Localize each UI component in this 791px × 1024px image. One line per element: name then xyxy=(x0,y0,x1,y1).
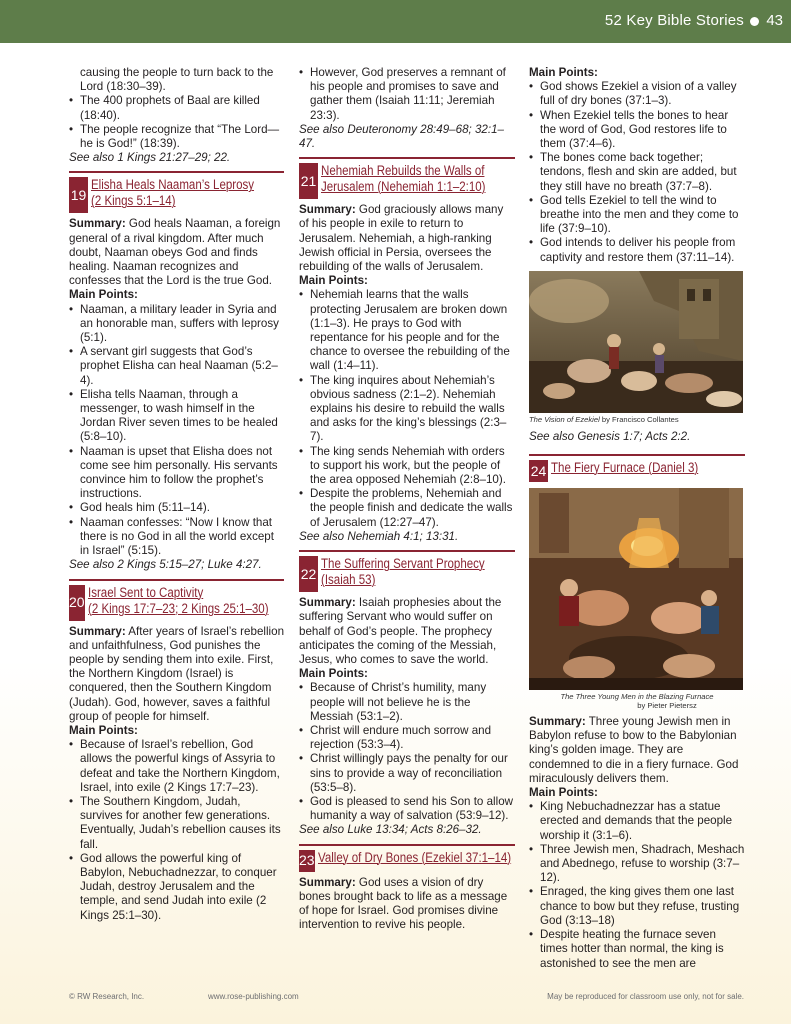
summary: Summary: God uses a vision of dry bones brought back to life as a message of hope for Israel. God promises divine intervention to revive his people. xyxy=(299,875,508,932)
section-title xyxy=(88,585,269,621)
section-title-line: Valley of Dry Bones (Ezekiel 37:1–14) xyxy=(317,849,511,865)
section-number: 20 xyxy=(69,585,85,621)
see-also: See also Nehemiah 4:1; 13:31. xyxy=(299,529,459,543)
list-item: • Nehemiah learns that the walls protecting Jerusalem are broken down (1:1–3). He prays to God with repentance for his people and for the chance to oversee the rebuilding of the wall (1:4–11). xyxy=(299,288,515,373)
page-header xyxy=(0,0,791,43)
section-header-20 xyxy=(69,579,284,621)
painting-fiery-furnace xyxy=(529,488,743,690)
list-item: • Naaman is upset that Elisha does not come see him personally. His servants convince him to follow the prophet’s instructions. xyxy=(69,445,284,502)
column-3 xyxy=(529,66,745,971)
section-header-19 xyxy=(69,171,284,213)
section-title-line: The Suffering Servant Prophecy xyxy=(321,556,485,572)
list-item: • God allows the powerful king of Babylon, Nebuchadnezzar, to conquer Judah, destroy Jerusalem and the temple, and send Judah into exile (2 Kings 25:1–30). xyxy=(69,852,284,923)
figure-caption: The Three Young Men in the Blazing Furnace xyxy=(560,692,714,702)
section-header-22 xyxy=(299,550,515,592)
main-points-label: Main Points: xyxy=(69,288,138,302)
summary: Summary: God heals Naaman, a foreign general of a rival kingdom. After much doubt, Naaman obeys God and finds healing. Naaman recognizes and confesses that the Lord is the true God. xyxy=(69,217,281,288)
section-title-line: (Isaiah 53) xyxy=(321,572,376,588)
section-title-line: Israel Sent to Captivity xyxy=(87,584,203,600)
section-title xyxy=(318,850,511,872)
list-item: • The people recognize that “The Lord—he is God!” (18:39). xyxy=(69,123,284,151)
list-item: • Because of Christ’s humility, many people will not believe he is the Messiah (53:1–2). xyxy=(299,681,515,724)
section-header-23 xyxy=(299,844,515,872)
vision-of-ezekiel-image xyxy=(529,271,743,413)
section-header-24 xyxy=(529,454,745,482)
section-number: 23 xyxy=(299,850,315,872)
section-title-line: (2 Kings 17:7–23; 2 Kings 25:1–30) xyxy=(87,600,269,616)
section-number: 22 xyxy=(299,556,318,592)
section-title-line: (2 Kings 5:1–14) xyxy=(91,193,176,209)
section-number: 21 xyxy=(299,163,318,199)
column-1 xyxy=(69,66,284,923)
main-points-list xyxy=(69,738,284,923)
list-item-text: causing the people to turn back to the Lord (18:30–39). xyxy=(80,66,274,94)
main-points-list xyxy=(299,288,515,529)
list-item: • Christ will endure much sorrow and rejection (53:3–4). xyxy=(299,724,515,752)
figure-caption: The Vision of Ezekiel by Francisco Collantes xyxy=(529,414,679,424)
list-item: • The 400 prophets of Baal are killed (18:40). xyxy=(69,94,284,122)
painting-vision-of-ezekiel xyxy=(529,271,743,413)
summary: Summary: Three young Jewish men in Babylon refuse to bow to the Babylonian king’s golden image. They are condemned to die in a fiery furnace. God miraculously delivers them. xyxy=(529,715,739,785)
section-title-line: Elisha Heals Naaman’s Leprosy xyxy=(91,177,255,193)
continued-list xyxy=(69,66,284,151)
list-item: • The king sends Nehemiah with orders to support his work, but the people of the area opposed Nehemiah (2:8–10). xyxy=(299,445,515,488)
list-item: • Despite the problems, Nehemiah and the people finish and dedicate the walls of Jerusalem (12:27–47). xyxy=(299,487,515,530)
main-points-label: Main Points: xyxy=(299,667,368,681)
list-item: • Naaman confesses: “Now I know that there is no God in all the world except in Israel” (5:15). xyxy=(69,516,284,559)
list-item xyxy=(69,66,284,94)
main-points-label: Main Points: xyxy=(529,786,598,800)
list-item: • Three Jewish men, Shadrach, Meshach and Abednego, refuse to worship (3:7–12). xyxy=(529,843,745,886)
see-also: See also 1 Kings 21:27–29; 22. xyxy=(69,151,231,165)
list-item: • God tells Ezekiel to tell the wind to breathe into the men and they come to life (37:9–10). xyxy=(529,194,745,237)
list-item: • Christ willingly pays the penalty for our sins to provide a way of reconciliation (53:5–8). xyxy=(299,752,515,795)
bullet-dot-icon xyxy=(750,17,759,26)
page-number: 43 xyxy=(766,12,783,29)
section-header-21 xyxy=(299,157,515,199)
section-title xyxy=(321,556,488,592)
list-item: • Because of Israel’s rebellion, God allows the powerful kings of Assyria to defeat and take the Northern Kingdom, Israel, into exile (2 Kings 17:7–23). xyxy=(69,738,284,795)
column-2 xyxy=(299,66,515,932)
main-points-label: Main Points: xyxy=(529,66,598,79)
figure-caption-artist: by Pieter Pietersz xyxy=(637,701,697,711)
list-item: • Despite heating the furnace seven times hotter than normal, the king is astonished to see the men are xyxy=(529,928,745,971)
list-item: • A servant girl suggests that God’s prophet Elisha can heal Naaman (5:2–4). xyxy=(69,345,284,388)
footer-url[interactable]: www.rose-publishing.com xyxy=(208,992,299,1001)
main-points-list xyxy=(69,303,284,559)
list-item: • Enraged, the king gives them one last chance to bow but they refuse, trusting God (3:13–18) xyxy=(529,885,745,928)
list-item: • God is pleased to send his Son to allow humanity a way of salvation (53:9–12). xyxy=(299,795,515,823)
see-also: See also Genesis 1:7; Acts 2:2. xyxy=(529,429,691,443)
see-also: See also 2 Kings 5:15–27; Luke 4:27. xyxy=(69,558,262,572)
section-number: 24 xyxy=(529,460,548,482)
section-title xyxy=(321,163,488,199)
list-item: • When Ezekiel tells the bones to hear the word of God, God restores life to them (37:4–6). xyxy=(529,109,745,152)
main-points-list xyxy=(529,80,745,265)
main-points-list xyxy=(299,681,515,823)
summary: Summary: Isaiah prophesies about the suffering Servant who would suffer on behalf of God’s people. The prophecy anticipates the coming of the Messiah, Jesus, who comes to save the world. xyxy=(299,596,502,666)
list-item: • The bones come back together; tendons, flesh and skin are added, but they still have no breath (37:7–8). xyxy=(529,151,745,194)
continued-list xyxy=(299,66,515,123)
list-item: • God intends to deliver his people from captivity and restore them (37:11–14). xyxy=(529,236,745,264)
section-title xyxy=(91,177,257,213)
list-item: • The Southern Kingdom, Judah, survives for another few generations. Eventually, Judah’s rebellion causes its fall. xyxy=(69,795,284,852)
list-item: • Naaman, a military leader in Syria and an honorable man, suffers with leprosy (5:1). xyxy=(69,303,284,346)
section-title xyxy=(551,460,718,482)
see-also: See also Deuteronomy 28:49–68; 32:1–47. xyxy=(299,122,504,151)
main-points-label: Main Points: xyxy=(299,274,368,288)
section-number: 19 xyxy=(69,177,88,213)
header-title: 52 Key Bible Stories xyxy=(604,12,744,29)
list-item: • King Nebuchadnezzar has a statue erected and demands that the people worship it (3:1–6). xyxy=(529,800,745,843)
main-points-list xyxy=(529,800,745,970)
summary: Summary: After years of Israel’s rebellion and unfaithfulness, God punishes the people by sending them into exile. First, the Northern Kingdom (Israel) is conquered, then the Southern Kingdom (Judah). God, however, saves a faithful group of people for himself. xyxy=(69,624,285,723)
footer-note: May be reproduced for classroom use only, not for sale. xyxy=(547,992,744,1001)
fiery-furnace-image xyxy=(529,488,743,690)
list-item: • Elisha tells Naaman, through a messenger, to wash himself in the Jordan River seven times to be healed (5:8–10). xyxy=(69,388,284,445)
list-item: • God heals him (5:11–14). xyxy=(69,501,284,515)
main-points-label: Main Points: xyxy=(69,723,138,737)
summary: Summary: God graciously allows many of his people in exile to return to Jerusalem. Nehemiah, a high-ranking Jewish official in Persia, oversees the rebuilding of the walls of Jerusalem. xyxy=(299,203,504,274)
section-title-line: Jerusalem (Nehemiah 1:1–2:10) xyxy=(321,179,486,195)
list-item: • The king inquires about Nehemiah’s obvious sadness (2:1–2). Nehemiah explains his desire to rebuild the walls and asks for the king’s blessings (2:3–7). xyxy=(299,374,515,445)
section-title-line: The Fiery Furnace (Daniel 3) xyxy=(551,460,699,476)
list-item: • God shows Ezekiel a vision of a valley full of dry bones (37:1–3). xyxy=(529,80,745,108)
see-also: See also Luke 13:34; Acts 8:26–32. xyxy=(299,823,482,837)
footer-copyright: © RW Research, Inc. xyxy=(69,992,145,1001)
section-title-line: Nehemiah Rebuilds the Walls of xyxy=(321,163,485,179)
list-item: • However, God preserves a remnant of his people and promises to save and gather them (Isaiah 11:11; Jeremiah 23:3). xyxy=(299,66,515,123)
